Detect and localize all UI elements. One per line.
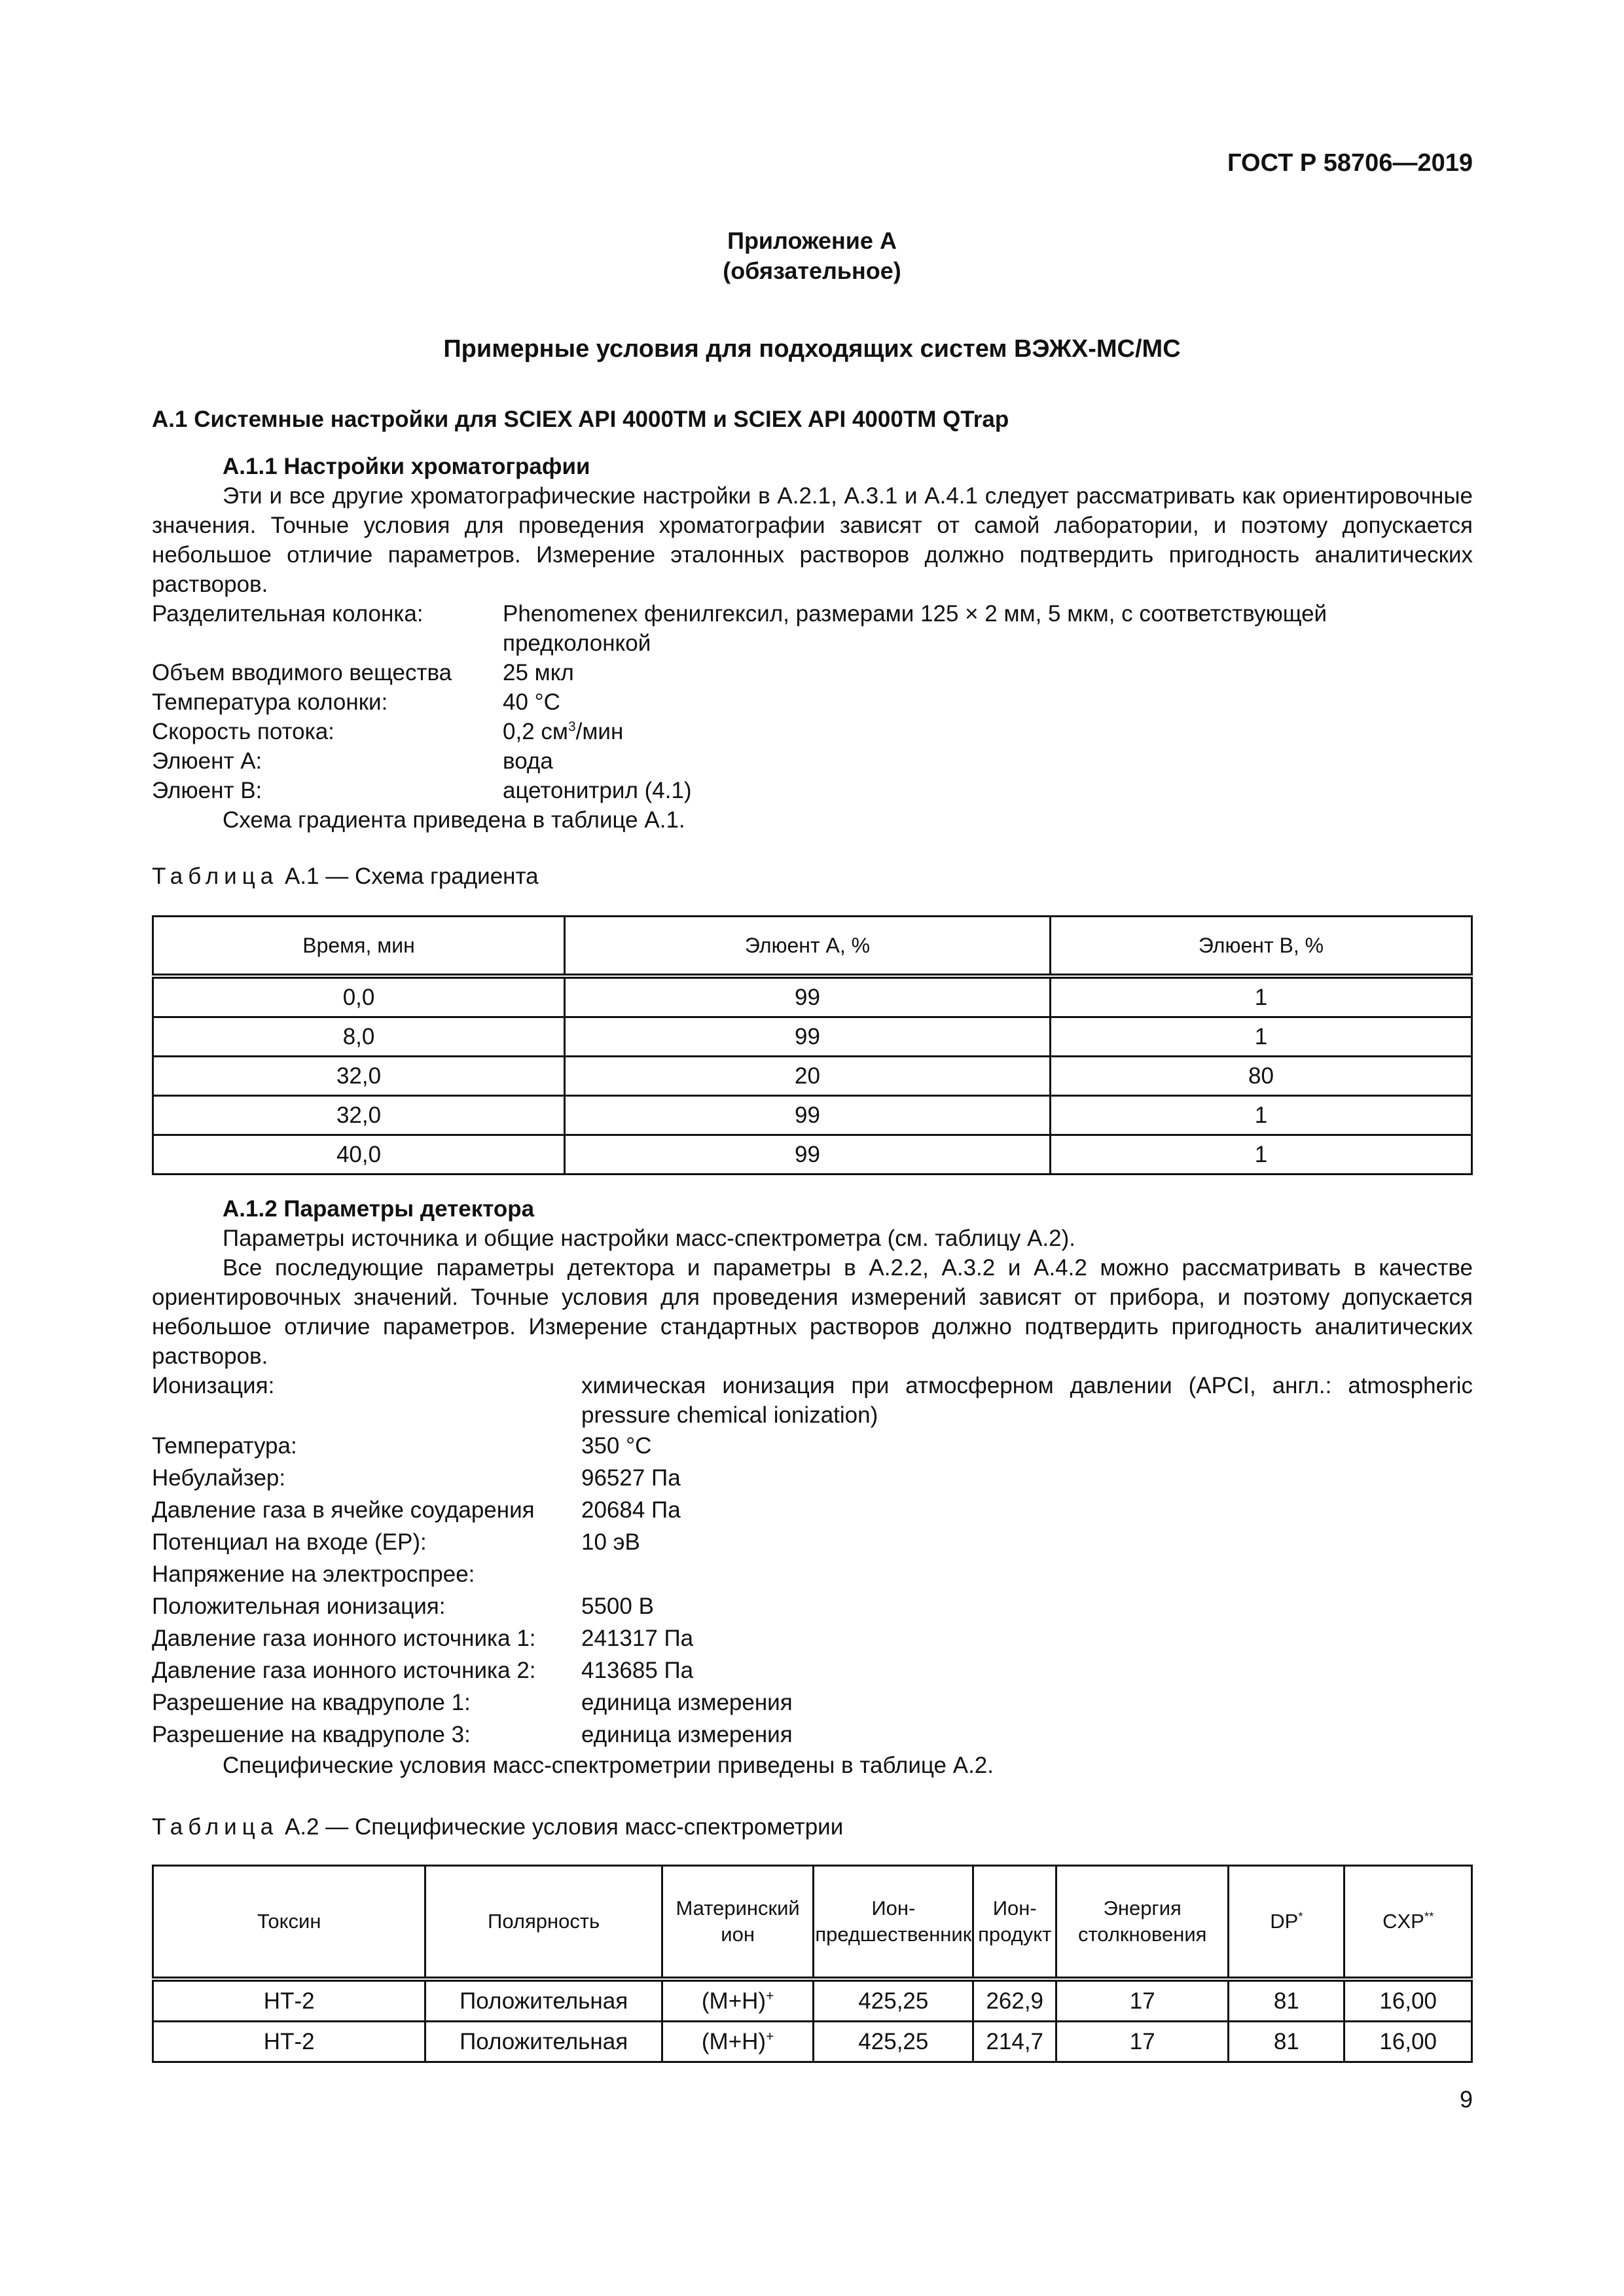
- table-header-cell: Ион-предшественник: [814, 1866, 973, 1980]
- table1-container: [152, 915, 1473, 1175]
- table-cell: 1: [1050, 976, 1471, 1017]
- table-header-cell: Энергия столкновения: [1056, 1866, 1229, 1980]
- table-cell: [662, 2022, 813, 2062]
- table1-caption-text: А.1 — Схема градиента: [284, 864, 539, 889]
- table-cell: 1: [1050, 1096, 1471, 1135]
- setting-label: Элюент В:: [152, 778, 262, 803]
- subsection-a12-heading: А.1.2 Параметры детектора: [223, 1196, 535, 1222]
- gradient-table: [152, 915, 1473, 1175]
- subsection-a11-heading: А.1.1 Настройки хроматографии: [223, 454, 590, 479]
- flow-rate-number: 0,2 см: [503, 719, 568, 744]
- setting-value: вода: [503, 748, 553, 774]
- table-row: [153, 1057, 1472, 1096]
- page-header: ГОСТ Р 58706—2019: [1227, 149, 1473, 177]
- table-row: [153, 976, 1472, 1017]
- setting-label: Элюент А:: [152, 748, 262, 774]
- cxp-header-label: CXP: [1382, 1910, 1424, 1933]
- parent-ion-charge: +: [766, 2029, 774, 2045]
- detector-label: Потенциал на входе (EP):: [152, 1529, 427, 1555]
- appendix-status: (обязательное): [723, 257, 901, 284]
- detector-value: 10 эВ: [581, 1529, 640, 1555]
- table-cell: 8,0: [153, 1017, 565, 1057]
- table-cell: 99: [565, 1017, 1051, 1057]
- section-a1-heading: А.1 Системные настройки для SCIEX API 4000TM и SCIEX API 4000TM QTrap: [152, 407, 1009, 432]
- detector-row: [152, 1430, 1473, 1462]
- table-cell: 80: [1050, 1057, 1471, 1096]
- setting-label: Разделительная колонка:: [152, 601, 424, 627]
- parent-ion: (M+H): [701, 2029, 767, 2054]
- dp-footnote-mark: *: [1298, 1909, 1303, 1923]
- table-header-cell: Элюент А, %: [565, 917, 1051, 977]
- setting-row: [152, 776, 1473, 805]
- detector-value: 20684 Па: [581, 1497, 681, 1523]
- table-row: [153, 1135, 1472, 1175]
- detector-label: Положительная ионизация:: [152, 1594, 446, 1619]
- table-cell: 40,0: [153, 1135, 565, 1175]
- detector-value: химическая ионизация при атмосферном давлении (APCI, англ.: atmospheric pressure chemical ionization): [581, 1373, 1473, 1428]
- table-cell: 32,0: [153, 1096, 565, 1135]
- setting-label: Скорость потока:: [152, 719, 334, 744]
- table-cell: 99: [565, 976, 1051, 1017]
- detector-label: Давление газа ионного источника 2:: [152, 1658, 536, 1683]
- table-header-cell: Время, мин: [153, 917, 565, 977]
- dp-header-label: DP: [1270, 1910, 1299, 1933]
- detector-label: Небулайзер:: [152, 1465, 286, 1491]
- setting-row: [152, 717, 1473, 746]
- detector-paragraph-1: Параметры источника и общие настройки масс-спектрометра (см. таблицу А.2).: [223, 1226, 1075, 1251]
- table-cell: 1: [1050, 1017, 1471, 1057]
- table-cell: 81: [1229, 2022, 1344, 2062]
- setting-value: ацетонитрил (4.1): [503, 778, 692, 803]
- detector-row: [152, 1558, 1473, 1590]
- detector-label: Ионизация:: [152, 1373, 275, 1398]
- table-cell: 17: [1056, 1979, 1229, 2022]
- setting-row: [152, 687, 1473, 717]
- setting-value: Phenomenex фенилгексил, размерами 125 × 2 мм, 5 мкм, с соответствующей предколонкой: [503, 601, 1327, 656]
- table-cell: НТ-2: [153, 1979, 425, 2022]
- page-number: 9: [1459, 2086, 1473, 2113]
- cxp-footnote-mark: **: [1424, 1909, 1434, 1923]
- table-cell: 425,25: [814, 1979, 973, 2022]
- table-cell: 1: [1050, 1135, 1471, 1175]
- detector-row: [152, 1494, 1473, 1526]
- table-header-cell: Ион-продукт: [973, 1866, 1056, 1980]
- table-cell: 214,7: [973, 2022, 1056, 2062]
- chromatography-paragraph: Эти и все другие хроматографические настройки в А.2.1, А.3.1 и А.4.1 следует рассматривать как ориентировочные значения. Точные условия для проведения хроматографии зависят от самой лаборатории, и поэтому допускается небольшое отличие параметров. Измерение эталонных растворов должно подтвердить пригодность аналитических растворов.: [152, 483, 1473, 597]
- table-cell: 16,00: [1344, 1979, 1472, 2022]
- table-cell: Положительная: [425, 1979, 662, 2022]
- appendix-title: Приложение А: [727, 227, 897, 254]
- detector-label: Давление газа ионного источника 1:: [152, 1626, 536, 1651]
- table-header-row: [153, 917, 1472, 977]
- table-cell: 17: [1056, 2022, 1229, 2062]
- detector-value: [581, 1558, 1473, 1590]
- detector-value: 413685 Па: [581, 1658, 694, 1683]
- table-cell: 32,0: [153, 1057, 565, 1096]
- setting-row: [152, 599, 1473, 658]
- main-title: Примерные условия для подходящих систем ВЭЖХ-МС/МС: [443, 335, 1181, 363]
- detector-row: [152, 1622, 1473, 1654]
- subsection-a12: [152, 1194, 1473, 1780]
- appendix-heading: [0, 226, 1624, 286]
- setting-label: Объем вводимого вещества: [152, 660, 452, 685]
- table-cell: [662, 1979, 813, 2022]
- parent-ion: (M+H): [701, 1988, 767, 2014]
- detector-value: 241317 Па: [581, 1626, 694, 1651]
- detector-row: [152, 1590, 1473, 1622]
- table-row: [153, 1979, 1472, 2022]
- ms-conditions-table: [152, 1865, 1473, 2063]
- table-header-cell: Полярность: [425, 1866, 662, 1980]
- detector-paragraph-2: Все последующие параметры детектора и параметры в А.2.2, А.3.2 и А.4.2 можно рассматривать в качестве ориентировочных значений. Точные условия для проведения измерений зависят от прибора, и поэтому допускается небольшое отличие параметров. Измерение стандартных растворов должно подтвердить пригодность аналитических растворов.: [152, 1255, 1473, 1369]
- detector-row: [152, 1654, 1473, 1686]
- detector-row: [152, 1526, 1473, 1558]
- table-cell: 99: [565, 1096, 1051, 1135]
- table-row: [153, 1096, 1472, 1135]
- table1-caption-word: Таблица: [152, 864, 279, 889]
- setting-label: Температура колонки:: [152, 689, 388, 715]
- flow-rate-unit: /мин: [575, 719, 624, 744]
- detector-row: [152, 1462, 1473, 1494]
- detector-label: Разрешение на квадруполе 3:: [152, 1722, 471, 1747]
- table-cell: 0,0: [153, 976, 565, 1017]
- table-header-row: [153, 1866, 1472, 1980]
- setting-value: 40 °С: [503, 689, 560, 715]
- table-cell: 99: [565, 1135, 1051, 1175]
- table-cell: 262,9: [973, 1979, 1056, 2022]
- table-header-cell: Токсин: [153, 1866, 425, 1980]
- table-header-cell: [1229, 1866, 1344, 1980]
- gradient-note: Схема градиента приведена в таблице А.1.: [223, 807, 685, 833]
- detector-row: [152, 1686, 1473, 1719]
- table-row: [153, 1017, 1472, 1057]
- table-cell: 425,25: [814, 2022, 973, 2062]
- detector-label: Разрешение на квадруполе 1:: [152, 1690, 471, 1715]
- table-cell: 16,00: [1344, 2022, 1472, 2062]
- setting-row: [152, 746, 1473, 776]
- table-row: [153, 2022, 1472, 2062]
- table2-caption-text: А.2 — Специфические условия масс-спектрометрии: [284, 1814, 844, 1840]
- table2-caption: [152, 1812, 1473, 1842]
- detector-value: единица измерения: [581, 1722, 793, 1747]
- setting-value: [503, 717, 1473, 746]
- detector-label: Напряжение на электроспрее:: [152, 1561, 475, 1587]
- setting-row: [152, 658, 1473, 687]
- detector-value: единица измерения: [581, 1690, 793, 1715]
- detector-value: 5500 В: [581, 1594, 654, 1619]
- detector-label: Температура:: [152, 1433, 297, 1459]
- subsection-a11: [152, 452, 1473, 835]
- setting-value: 25 мкл: [503, 660, 574, 685]
- detector-row: [152, 1371, 1473, 1430]
- table-header-cell: Элюент В, %: [1050, 917, 1471, 977]
- table-header-cell: [1344, 1866, 1472, 1980]
- table-cell: 81: [1229, 1979, 1344, 2022]
- flow-rate-exponent: 3: [568, 719, 576, 735]
- table2-caption-word: Таблица: [152, 1814, 279, 1840]
- table-cell: 20: [565, 1057, 1051, 1096]
- detector-row: [152, 1719, 1473, 1751]
- parent-ion-charge: +: [766, 1988, 774, 2004]
- table2-container: [152, 1865, 1473, 2063]
- detector-value: 96527 Па: [581, 1465, 681, 1491]
- detector-settings: [152, 1371, 1473, 1751]
- detector-label: Давление газа в ячейке соударения: [152, 1497, 535, 1523]
- detector-value: 350 °С: [581, 1433, 652, 1459]
- chromatography-settings: [152, 599, 1473, 805]
- table-cell: Положительная: [425, 2022, 662, 2062]
- table1-caption: [152, 862, 1473, 891]
- ms-note: Специфические условия масс-спектрометрии приведены в таблице А.2.: [223, 1753, 994, 1778]
- table-header-cell: Материнский ион: [662, 1866, 813, 1980]
- table-cell: НТ-2: [153, 2022, 425, 2062]
